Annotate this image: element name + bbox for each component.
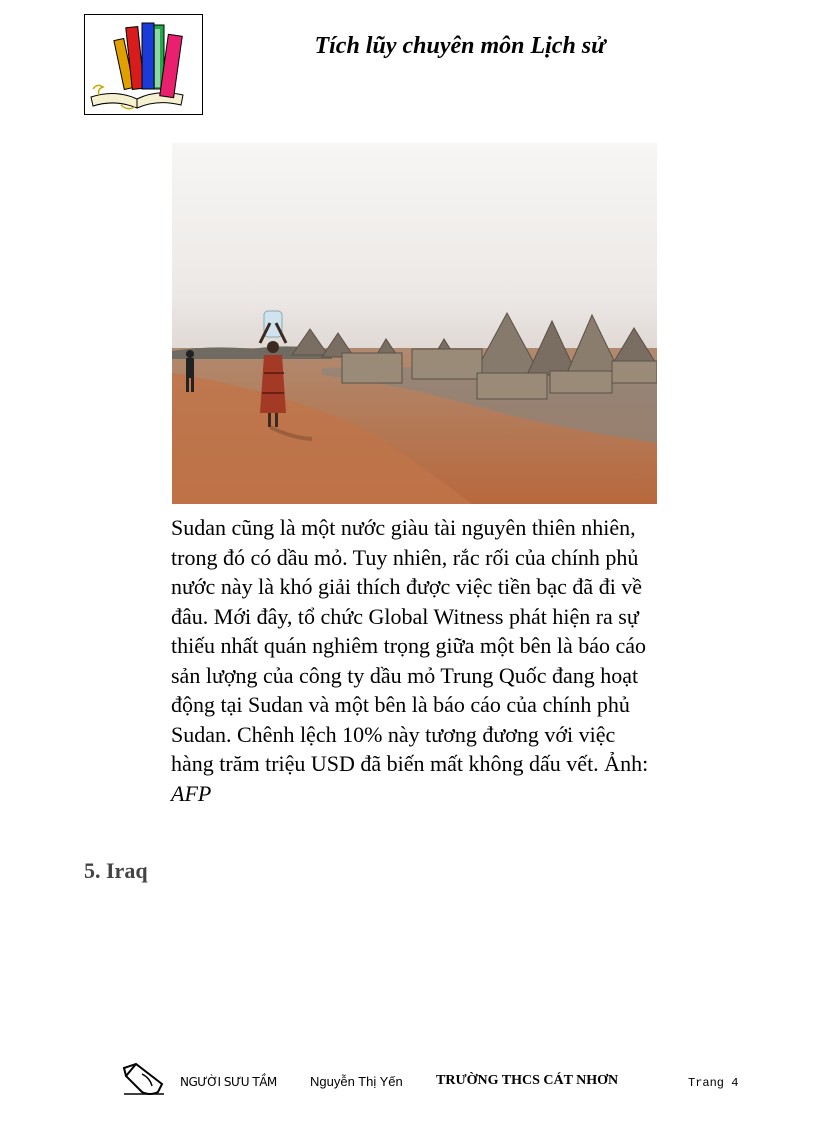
photo-credit: AFP	[171, 780, 212, 806]
books-logo	[84, 14, 203, 115]
footer-collector-label: NGƯỜI SƯU TẦM	[180, 1075, 277, 1089]
page-footer	[120, 1060, 760, 1100]
sudan-village-photo	[172, 143, 657, 504]
books-icon	[85, 15, 202, 114]
section-heading: 5. Iraq	[84, 858, 148, 883]
photo-caption	[171, 513, 661, 808]
hand-writing-icon	[122, 1062, 166, 1096]
footer-author: Nguyễn Thị Yến	[310, 1074, 403, 1089]
footer-school: TRƯỜNG THCS CÁT NHƠN	[436, 1073, 619, 1088]
page-number: Trang 4	[688, 1076, 739, 1090]
header-title: Tích lũy chuyên môn Lịch sử	[314, 33, 606, 59]
caption-text: Sudan cũng là một nước giàu tài nguyên thiên nhiên, trong đó có dầu mỏ. Tuy nhiên, rắc rối của chính phủ nước này là khó giải thích được việc tiền bạc đã đi về đâu. Mới đây, tổ chức Global Witness phát hiện ra sự thiếu nhất quán nghiêm trọng giữa một bên là báo cáo sản lượng của công ty dầu mỏ Trung Quốc đang hoạt động tại Sudan và một bên là báo cáo của chính phủ Sudan. Chênh lệch 10% này tương đương với việc hàng trăm triệu USD đã biến mất không dấu vết. Ảnh:	[171, 515, 649, 776]
